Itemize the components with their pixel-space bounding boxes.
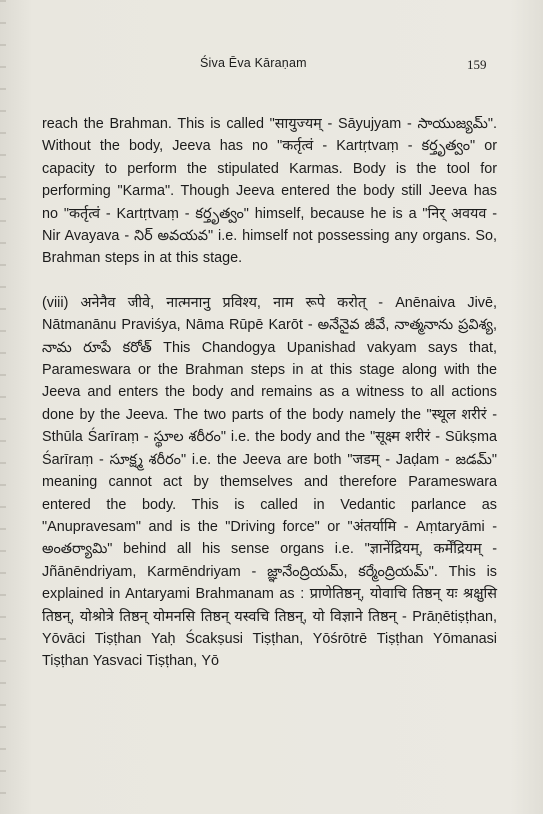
binding-edge <box>0 0 6 814</box>
body-text <box>42 113 497 673</box>
paragraph-sayujyam: reach the Brahman. This is called "सायुज्यम् - Sāyujyam - సాయుజ్యమ్". Without the body, Jeeva has no "कर्तृत्वं - Kartṛtvaṃ - కర్తృత్వం" or capacity to perform the stipulated Karmas. Body is the tool for performing "Karma". Though Jeeva entered the body still Jeeva has no "कर्तृत्वं - Kartṛtvaṃ - కర్తృత్వం" himself, because he is a "निर् अवयव - Nir Avayava - నిర్ అవయవ" i.e. himself not possessing any organs. So, Brahman steps in at this stage. <box>42 116 497 267</box>
page-header <box>0 56 543 76</box>
running-title: Śiva Ēva Kāraṇam <box>200 56 307 70</box>
paragraph-viii: (viii) अनेनैव जीवे, नात्मनानु प्रविश्य, नाम रूपे करोत् - Anēnaiva Jivē, Nātmanānu Praviśya, Nāma Rūpē Karōt - అనేనైవ జీవే, నాత్మనాను ప్రవిశ్య, నామ రూపే కరోత్ This Chandogya Upanishad vakyam says that, Parameswara or the Brahman steps in at this stage along with the Jeeva and enters the body and remains as a witness to all actions done by the Jeeva. The two parts of the body namely the "स्थूल शरीरं - Sthūla Śarīraṃ - స్థూల శరీరం" i.e. the body and the "सूक्ष्म शरीरं - Sūkṣma Śarīraṃ - సూక్ష్మ శరీరం" i.e. the Jeeva are both "जडम् - Jaḍam - జడమ్" meaning cannot act by themselves and therefore Parameswara entered the body. This is called in Vedantic parlance as "Anupravesam" and is the "Driving force" or "अंतर्यामि - Aṃtaryāmi - అంతర్యామి" behind all his sense organs i.e. "ज्ञानेंद्रियम्, कर्मेंद्रियम् - Jñānēndriyam, Karmēndriyam - జ్ఞానేంద్రియమ్, కర్మేంద్రియమ్". This is explained in Antaryami Brahmanam as : प्राणेतिष्ठन्, योवाचि तिष्ठन् यः श्रक्षुसि तिष्ठन्, योश्रोत्रे तिष्ठन् योमनसि तिष्ठन् यस्वचि तिष्ठन्, यो विज्ञाने तिष्ठन् - Prāṇētiṣṭhan, Yōvāci Tiṣṭhan Yaḥ Ścakṣusi Tiṣṭhan, Yōśrōtrē Tiṣṭhan Yōmanasi Tiṣṭhan Yasvaci Tiṣṭhan, Yō <box>42 294 497 670</box>
page-number: 159 <box>467 57 487 72</box>
paragraph-gap <box>42 270 497 292</box>
